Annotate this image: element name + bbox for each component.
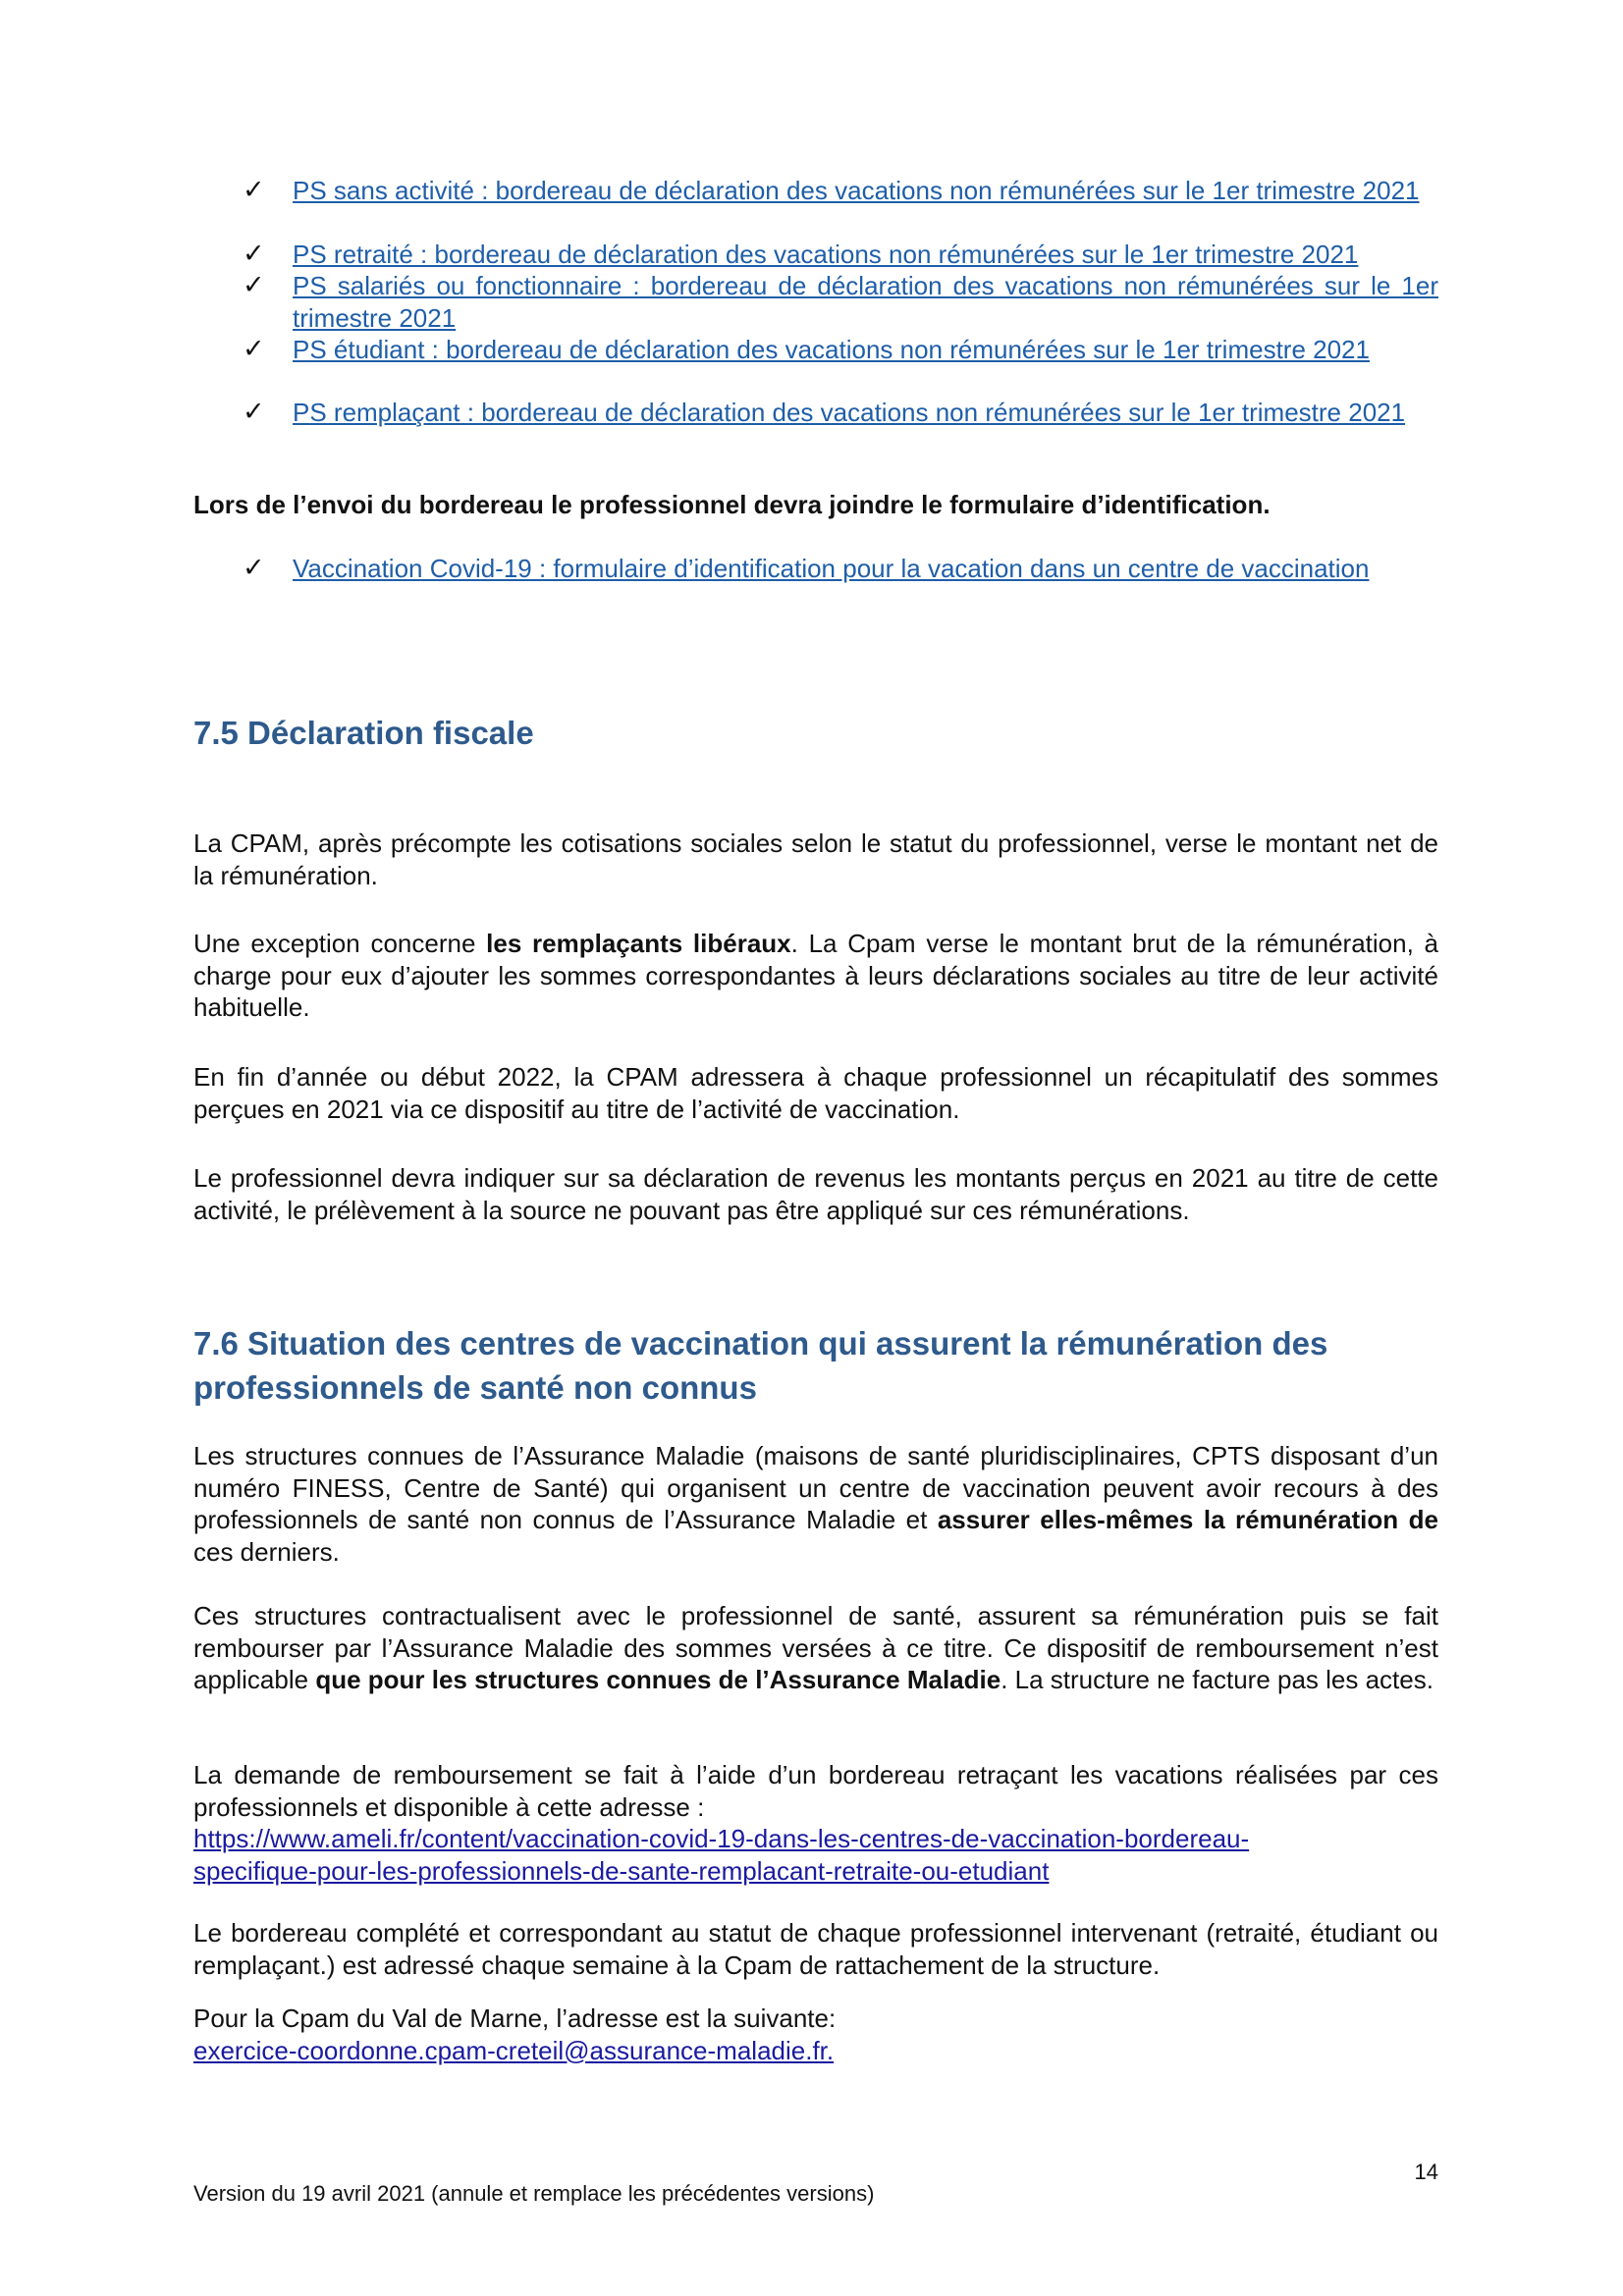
list-item: [191, 175, 1438, 239]
s75-paragraph-1: La CPAM, après précompte les cotisations sociales selon le statut du professionnel, verse le montant net de la rémunération.: [193, 828, 1438, 890]
section-7-6-heading: 7.6 Situation des centres de vaccination qui assurent la rémunération des professionnels de santé non connus: [193, 1325, 1328, 1406]
form-link-list: [191, 553, 1438, 585]
text-span: La demande de remboursement se fait à l’aide d’un bordereau retraçant les vacations réalisées par ces professionnels et disponible à cette adresse :: [193, 1760, 1438, 1822]
s75-paragraph-2: [193, 928, 1438, 1024]
s76-paragraph-3: [193, 1759, 1438, 1887]
check-icon: ✓: [243, 553, 265, 583]
check-icon: ✓: [243, 175, 265, 205]
url-line: https://www.ameli.fr/content/vaccination-covid-19-dans-les-centres-de-vaccination-bordereau-: [193, 1824, 1250, 1853]
list-item: [191, 397, 1438, 460]
bordereau-note: Lors de l’envoi du bordereau le professionnel devra joindre le formulaire d’identification.: [193, 490, 1271, 519]
ps-retraite-link[interactable]: PS retraité : bordereau de déclaration des vacations non rémunérées sur le 1er trimestre 2021: [293, 240, 1359, 269]
ameli-bordereau-link[interactable]: [193, 1824, 1249, 1886]
section-7-5-heading: 7.5 Déclaration fiscale: [193, 715, 534, 751]
cpam-email-link[interactable]: exercice-coordonne.cpam-creteil@assurance-maladie.fr.: [193, 2035, 835, 2065]
ps-remplacant-link[interactable]: PS remplaçant : bordereau de déclaration des vacations non rémunérées sur le 1er trimestre 2021: [293, 398, 1406, 427]
list-item: [191, 270, 1438, 334]
check-icon: ✓: [243, 334, 265, 364]
identification-form-link[interactable]: Vaccination Covid-19 : formulaire d’identification pour la vacation dans un centre de vaccination: [293, 554, 1370, 583]
check-icon: ✓: [243, 397, 265, 427]
check-icon: ✓: [243, 270, 265, 300]
list-item: [191, 334, 1438, 397]
text-span: Les structures connues de l’Assurance Maladie (maisons de santé pluridisciplinaires, CPTS disposant d’un numéro FINESS, Centre de Santé) qui organisent un centre de vaccination peuvent avoir recours à des professionnels de santé non connus de l’Assurance Maladie et: [193, 1441, 1438, 1534]
list-item: [191, 553, 1438, 585]
text-span: . La Cpam verse le montant brut de la rémunération, à charge pour eux d’ajouter les sommes correspondantes à leurs déclarations sociales au titre de leur activité habituelle.: [193, 929, 1439, 1022]
s75-paragraph-4: Le professionnel devra indiquer sur sa déclaration de revenus les montants perçus en 2021 au titre de cette activité, le prélèvement à la source ne pouvant pas être appliqué sur ces rémunérations.: [193, 1163, 1438, 1225]
ps-etudiant-link[interactable]: PS étudiant : bordereau de déclaration des vacations non rémunérées sur le 1er trimestre 2021: [293, 335, 1370, 364]
bold-text: assurer elles-mêmes la rémunération de: [937, 1505, 1438, 1534]
ps-sans-activite-link[interactable]: PS sans activité : bordereau de déclaration des vacations non rémunérées sur le 1er trimestre 2021: [293, 176, 1420, 205]
s76-paragraph-4: Le bordereau complété et correspondant au statut de chaque professionnel intervenant (retraité, étudiant ou remplaçant.) est adressé chaque semaine à la Cpam de rattachement de la structure.: [193, 1918, 1438, 1980]
s75-paragraph-3: En fin d’année ou début 2022, la CPAM adressera à chaque professionnel un récapitulatif des sommes perçues en 2021 via ce dispositif au titre de l’activité de vaccination.: [193, 1062, 1438, 1124]
check-icon: ✓: [243, 239, 265, 269]
list-item: [191, 239, 1438, 270]
s76-paragraph-1: [193, 1440, 1438, 1568]
page-number: 14: [1414, 2160, 1438, 2184]
bold-text: les remplaçants libéraux: [486, 929, 791, 958]
ps-bordereau-list: [191, 175, 1438, 460]
s76-paragraph-2: [193, 1600, 1438, 1696]
text-span: . La structure ne facture pas les actes.: [1001, 1665, 1434, 1694]
text-span: Une exception concerne: [193, 929, 487, 958]
text-span: Pour la Cpam du Val de Marne, l’adresse est la suivante:: [193, 2003, 837, 2033]
url-line: specifique-pour-les-professionnels-de-sante-remplacant-retraite-ou-etudiant: [193, 1855, 1050, 1886]
text-span: Ces structures contractualisent avec le professionnel de santé, assurent sa rémunération puis se fait rembourser par l’Assurance Maladie des sommes versées à ce titre. Ce dispositif de remboursement n’est applicable: [193, 1601, 1438, 1694]
text-span: ces derniers.: [193, 1536, 340, 1567]
ps-salaries-link[interactable]: PS salariés ou fonctionnaire : bordereau de déclaration des vacations non rémunérées sur le 1er trimestre 2021: [293, 271, 1438, 333]
bold-text: que pour les structures connues de l’Assurance Maladie: [315, 1665, 1001, 1694]
version-footer: Version du 19 avril 2021 (annule et remplace les précédentes versions): [193, 2181, 875, 2206]
s76-paragraph-5: [193, 2002, 1438, 2066]
